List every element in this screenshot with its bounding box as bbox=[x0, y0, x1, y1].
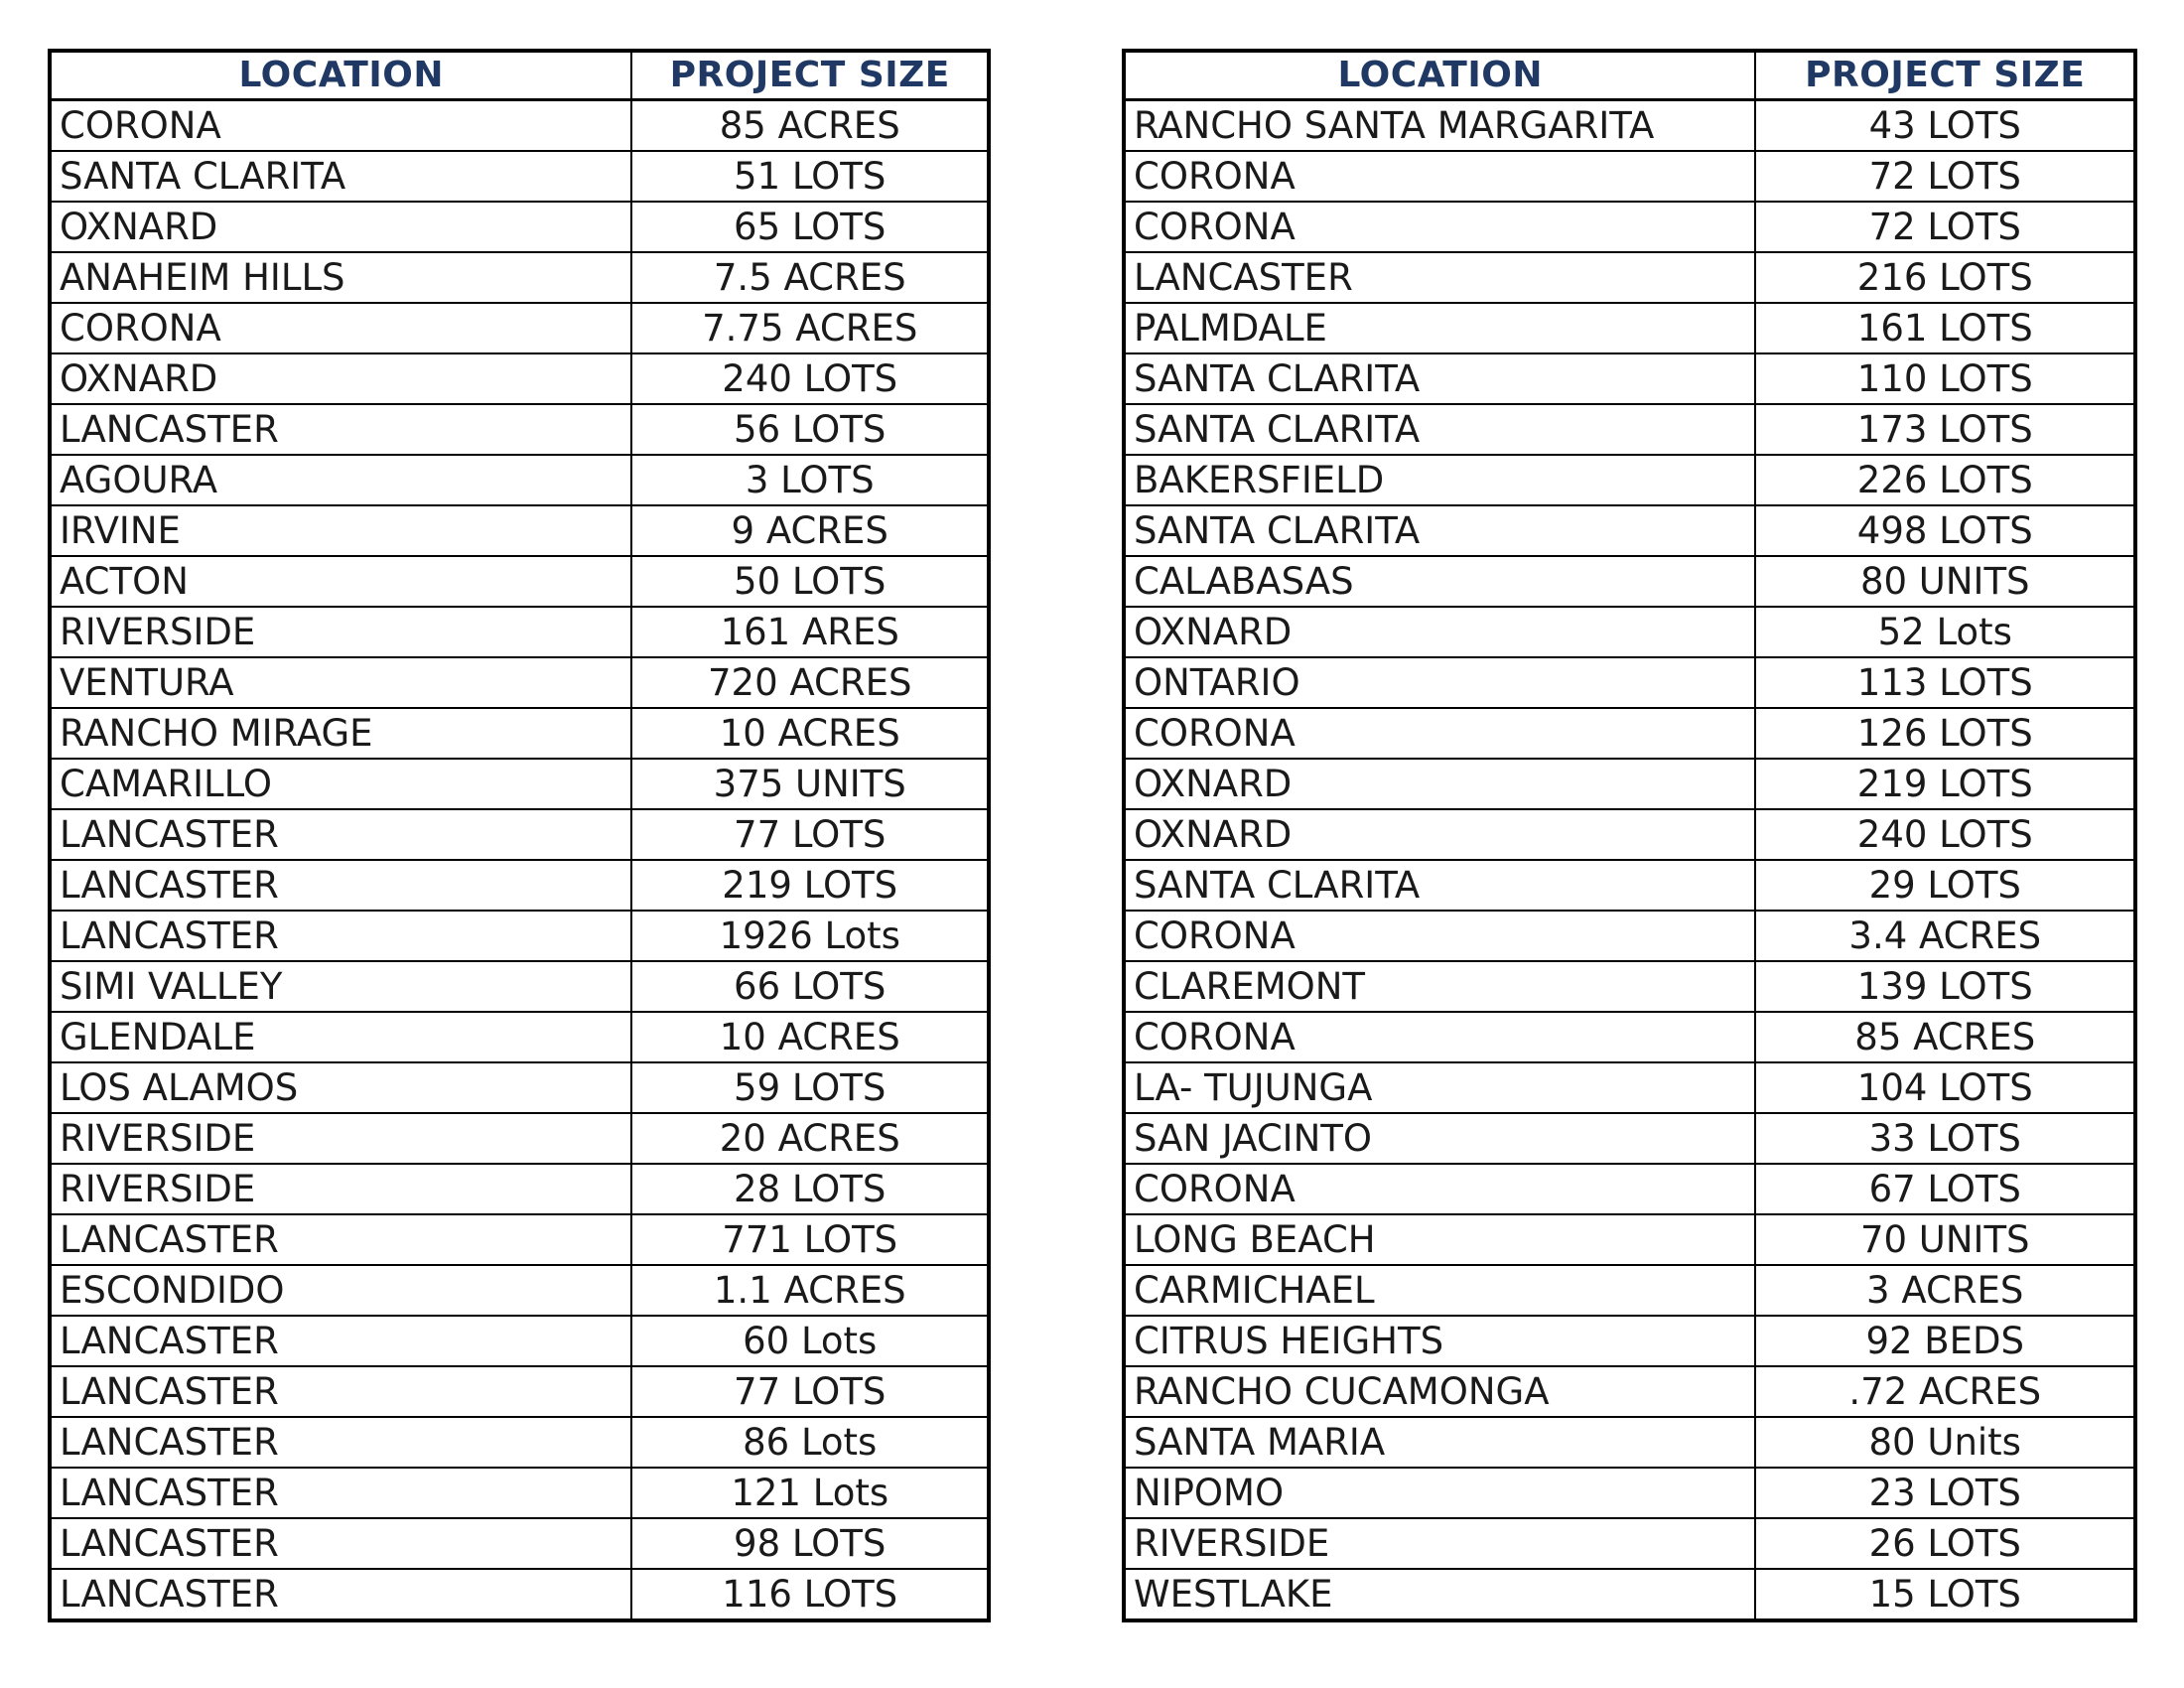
location-cell: CITRUS HEIGHTS bbox=[1124, 1316, 1755, 1366]
project-size-cell: 98 LOTS bbox=[631, 1518, 989, 1569]
location-cell: RIVERSIDE bbox=[50, 1164, 631, 1214]
location-cell: LANCASTER bbox=[50, 1366, 631, 1417]
table-row bbox=[1124, 1012, 2135, 1062]
project-size-cell: 139 LOTS bbox=[1755, 961, 2135, 1012]
project-size-cell: 15 LOTS bbox=[1755, 1569, 2135, 1620]
project-size-cell: 240 LOTS bbox=[1755, 809, 2135, 860]
project-size-cell: 85 ACRES bbox=[1755, 1012, 2135, 1062]
table-row bbox=[1124, 151, 2135, 202]
location-column-header: LOCATION bbox=[50, 51, 631, 100]
project-size-cell: 771 LOTS bbox=[631, 1214, 989, 1265]
project-size-cell: 56 LOTS bbox=[631, 404, 989, 455]
location-cell: SANTA CLARITA bbox=[1124, 404, 1755, 455]
location-cell: CAMARILLO bbox=[50, 759, 631, 809]
project-size-cell: 498 LOTS bbox=[1755, 505, 2135, 556]
location-cell: BAKERSFIELD bbox=[1124, 455, 1755, 505]
table-row bbox=[1124, 556, 2135, 607]
location-cell: CORONA bbox=[1124, 202, 1755, 252]
location-cell: GLENDALE bbox=[50, 1012, 631, 1062]
project-size-cell: 113 LOTS bbox=[1755, 657, 2135, 708]
location-cell: RIVERSIDE bbox=[50, 1113, 631, 1164]
location-cell: LANCASTER bbox=[1124, 252, 1755, 303]
location-cell: CARMICHAEL bbox=[1124, 1265, 1755, 1316]
project-size-cell: 1.1 ACRES bbox=[631, 1265, 989, 1316]
location-cell: RANCHO SANTA MARGARITA bbox=[1124, 100, 1755, 152]
table-row bbox=[1124, 1265, 2135, 1316]
project-size-cell: 7.75 ACRES bbox=[631, 303, 989, 353]
location-cell: SANTA CLARITA bbox=[50, 151, 631, 202]
table-row bbox=[1124, 860, 2135, 911]
project-size-cell: 10 ACRES bbox=[631, 1012, 989, 1062]
table-row bbox=[50, 1113, 989, 1164]
table-row bbox=[50, 860, 989, 911]
table-row bbox=[1124, 1417, 2135, 1468]
table-row bbox=[50, 303, 989, 353]
location-cell: PALMDALE bbox=[1124, 303, 1755, 353]
table-row bbox=[50, 1164, 989, 1214]
location-column-header: LOCATION bbox=[1124, 51, 1755, 100]
table-row bbox=[1124, 708, 2135, 759]
project-size-cell: 375 UNITS bbox=[631, 759, 989, 809]
location-cell: CORONA bbox=[1124, 1012, 1755, 1062]
location-cell: WESTLAKE bbox=[1124, 1569, 1755, 1620]
project-size-cell: 72 LOTS bbox=[1755, 202, 2135, 252]
location-cell: ANAHEIM HILLS bbox=[50, 252, 631, 303]
location-cell: RIVERSIDE bbox=[1124, 1518, 1755, 1569]
table-row bbox=[50, 455, 989, 505]
location-cell: CORONA bbox=[50, 100, 631, 152]
location-cell: LANCASTER bbox=[50, 1417, 631, 1468]
table-header bbox=[50, 51, 989, 100]
location-cell: SANTA CLARITA bbox=[1124, 353, 1755, 404]
table-row bbox=[1124, 809, 2135, 860]
location-cell: LANCASTER bbox=[50, 1214, 631, 1265]
project-size-cell: 161 LOTS bbox=[1755, 303, 2135, 353]
table-row bbox=[1124, 505, 2135, 556]
project-size-cell: 77 LOTS bbox=[631, 809, 989, 860]
project-size-cell: 3 LOTS bbox=[631, 455, 989, 505]
table-row bbox=[1124, 911, 2135, 961]
table-row bbox=[50, 1316, 989, 1366]
table-header bbox=[1124, 51, 2135, 100]
table-row bbox=[50, 607, 989, 657]
location-cell: SIMI VALLEY bbox=[50, 961, 631, 1012]
project-size-cell: 52 Lots bbox=[1755, 607, 2135, 657]
project-size-cell: 173 LOTS bbox=[1755, 404, 2135, 455]
table-row bbox=[1124, 353, 2135, 404]
project-size-cell: 26 LOTS bbox=[1755, 1518, 2135, 1569]
project-size-cell: 216 LOTS bbox=[1755, 252, 2135, 303]
project-size-cell: 60 Lots bbox=[631, 1316, 989, 1366]
project-size-column-header: PROJECT SIZE bbox=[631, 51, 989, 100]
projects-table-right bbox=[1122, 49, 2137, 1622]
project-size-cell: 80 Units bbox=[1755, 1417, 2135, 1468]
location-cell: SANTA CLARITA bbox=[1124, 860, 1755, 911]
location-cell: CORONA bbox=[1124, 708, 1755, 759]
table-row bbox=[1124, 1518, 2135, 1569]
project-size-cell: 86 Lots bbox=[631, 1417, 989, 1468]
table-row bbox=[50, 961, 989, 1012]
location-cell: LANCASTER bbox=[50, 1569, 631, 1620]
location-cell: LA- TUJUNGA bbox=[1124, 1062, 1755, 1113]
location-cell: VENTURA bbox=[50, 657, 631, 708]
project-size-cell: 9 ACRES bbox=[631, 505, 989, 556]
table-row bbox=[50, 759, 989, 809]
table-row bbox=[50, 1366, 989, 1417]
location-cell: CORONA bbox=[1124, 911, 1755, 961]
table-row bbox=[1124, 961, 2135, 1012]
project-size-cell: 66 LOTS bbox=[631, 961, 989, 1012]
project-size-cell: 59 LOTS bbox=[631, 1062, 989, 1113]
table-row bbox=[1124, 1468, 2135, 1518]
project-size-cell: 92 BEDS bbox=[1755, 1316, 2135, 1366]
location-cell: LANCASTER bbox=[50, 911, 631, 961]
location-cell: SANTA MARIA bbox=[1124, 1417, 1755, 1468]
project-size-cell: 70 UNITS bbox=[1755, 1214, 2135, 1265]
project-size-cell: 161 ARES bbox=[631, 607, 989, 657]
location-cell: LANCASTER bbox=[50, 809, 631, 860]
location-cell: OXNARD bbox=[50, 353, 631, 404]
project-size-cell: 77 LOTS bbox=[631, 1366, 989, 1417]
project-size-cell: 80 UNITS bbox=[1755, 556, 2135, 607]
header-row bbox=[50, 51, 989, 100]
table-row bbox=[1124, 607, 2135, 657]
location-cell: SAN JACINTO bbox=[1124, 1113, 1755, 1164]
project-size-cell: 720 ACRES bbox=[631, 657, 989, 708]
table-row bbox=[1124, 303, 2135, 353]
location-cell: OXNARD bbox=[1124, 809, 1755, 860]
table-row bbox=[50, 708, 989, 759]
table-row bbox=[1124, 455, 2135, 505]
project-size-cell: 20 ACRES bbox=[631, 1113, 989, 1164]
project-size-cell: 3 ACRES bbox=[1755, 1265, 2135, 1316]
table-row bbox=[1124, 1164, 2135, 1214]
project-size-cell: 65 LOTS bbox=[631, 202, 989, 252]
location-cell: CORONA bbox=[1124, 151, 1755, 202]
project-size-cell: 10 ACRES bbox=[631, 708, 989, 759]
table-row bbox=[1124, 759, 2135, 809]
table-row bbox=[50, 911, 989, 961]
project-size-cell: 72 LOTS bbox=[1755, 151, 2135, 202]
project-size-cell: 33 LOTS bbox=[1755, 1113, 2135, 1164]
location-cell: ONTARIO bbox=[1124, 657, 1755, 708]
project-size-cell: 226 LOTS bbox=[1755, 455, 2135, 505]
project-size-cell: 126 LOTS bbox=[1755, 708, 2135, 759]
project-size-column-header: PROJECT SIZE bbox=[1755, 51, 2135, 100]
table-row bbox=[50, 151, 989, 202]
location-cell: CORONA bbox=[50, 303, 631, 353]
location-cell: LOS ALAMOS bbox=[50, 1062, 631, 1113]
table-row bbox=[50, 505, 989, 556]
table-row bbox=[50, 1062, 989, 1113]
location-cell: CLAREMONT bbox=[1124, 961, 1755, 1012]
project-size-cell: 3.4 ACRES bbox=[1755, 911, 2135, 961]
location-cell: NIPOMO bbox=[1124, 1468, 1755, 1518]
project-size-cell: 23 LOTS bbox=[1755, 1468, 2135, 1518]
table-row bbox=[50, 1468, 989, 1518]
table-row bbox=[50, 404, 989, 455]
table-row bbox=[50, 809, 989, 860]
project-size-cell: 104 LOTS bbox=[1755, 1062, 2135, 1113]
table-row bbox=[50, 1569, 989, 1620]
location-cell: LANCASTER bbox=[50, 1316, 631, 1366]
table-row bbox=[50, 1417, 989, 1468]
location-cell: LANCASTER bbox=[50, 1468, 631, 1518]
location-cell: LONG BEACH bbox=[1124, 1214, 1755, 1265]
table-row bbox=[1124, 100, 2135, 152]
project-size-cell: 219 LOTS bbox=[1755, 759, 2135, 809]
project-size-cell: 240 LOTS bbox=[631, 353, 989, 404]
location-cell: SANTA CLARITA bbox=[1124, 505, 1755, 556]
table-row bbox=[1124, 657, 2135, 708]
table-row bbox=[50, 1518, 989, 1569]
project-size-cell: 50 LOTS bbox=[631, 556, 989, 607]
table-row bbox=[50, 202, 989, 252]
table-row bbox=[1124, 202, 2135, 252]
project-size-cell: 121 Lots bbox=[631, 1468, 989, 1518]
location-cell: LANCASTER bbox=[50, 1518, 631, 1569]
table-row bbox=[1124, 1316, 2135, 1366]
table-row bbox=[50, 556, 989, 607]
location-cell: CORONA bbox=[1124, 1164, 1755, 1214]
location-cell: RANCHO MIRAGE bbox=[50, 708, 631, 759]
table-row bbox=[50, 252, 989, 303]
header-row bbox=[1124, 51, 2135, 100]
location-cell: LANCASTER bbox=[50, 860, 631, 911]
location-cell: ESCONDIDO bbox=[50, 1265, 631, 1316]
project-size-cell: 85 ACRES bbox=[719, 104, 900, 147]
table-row bbox=[50, 1214, 989, 1265]
table-row bbox=[50, 1265, 989, 1316]
table-row bbox=[1124, 252, 2135, 303]
project-size-cell: 7.5 ACRES bbox=[631, 252, 989, 303]
table-body bbox=[1124, 100, 2135, 1621]
project-size-cell: 116 LOTS bbox=[631, 1569, 989, 1620]
project-size-cell: 110 LOTS bbox=[1755, 353, 2135, 404]
project-size-cell: 219 LOTS bbox=[631, 860, 989, 911]
location-cell: CALABASAS bbox=[1124, 556, 1755, 607]
location-cell: RANCHO CUCAMONGA bbox=[1124, 1366, 1755, 1417]
project-size-cell: 28 LOTS bbox=[631, 1164, 989, 1214]
table-row bbox=[1124, 1062, 2135, 1113]
project-size-cell: 43 LOTS bbox=[1868, 104, 2021, 147]
project-size-cell: 67 LOTS bbox=[1755, 1164, 2135, 1214]
project-size-cell: 51 LOTS bbox=[631, 151, 989, 202]
project-size-cell: 29 LOTS bbox=[1755, 860, 2135, 911]
table-row bbox=[50, 353, 989, 404]
table-row bbox=[1124, 404, 2135, 455]
location-cell: OXNARD bbox=[1124, 759, 1755, 809]
table-body bbox=[50, 100, 989, 1621]
location-cell: LANCASTER bbox=[50, 404, 631, 455]
location-cell: OXNARD bbox=[50, 202, 631, 252]
location-cell: AGOURA bbox=[50, 455, 631, 505]
table-row bbox=[50, 100, 989, 152]
location-cell: ACTON bbox=[50, 556, 631, 607]
project-size-cell: .72 ACRES bbox=[1755, 1366, 2135, 1417]
table-row bbox=[1124, 1113, 2135, 1164]
location-cell: RIVERSIDE bbox=[50, 607, 631, 657]
table-row bbox=[1124, 1569, 2135, 1620]
project-size-cell: 1926 Lots bbox=[631, 911, 989, 961]
table-row bbox=[50, 657, 989, 708]
projects-table-left bbox=[48, 49, 991, 1622]
location-cell: OXNARD bbox=[1124, 607, 1755, 657]
table-row bbox=[1124, 1214, 2135, 1265]
table-row bbox=[1124, 1366, 2135, 1417]
location-cell: IRVINE bbox=[50, 505, 631, 556]
table-row bbox=[50, 1012, 989, 1062]
